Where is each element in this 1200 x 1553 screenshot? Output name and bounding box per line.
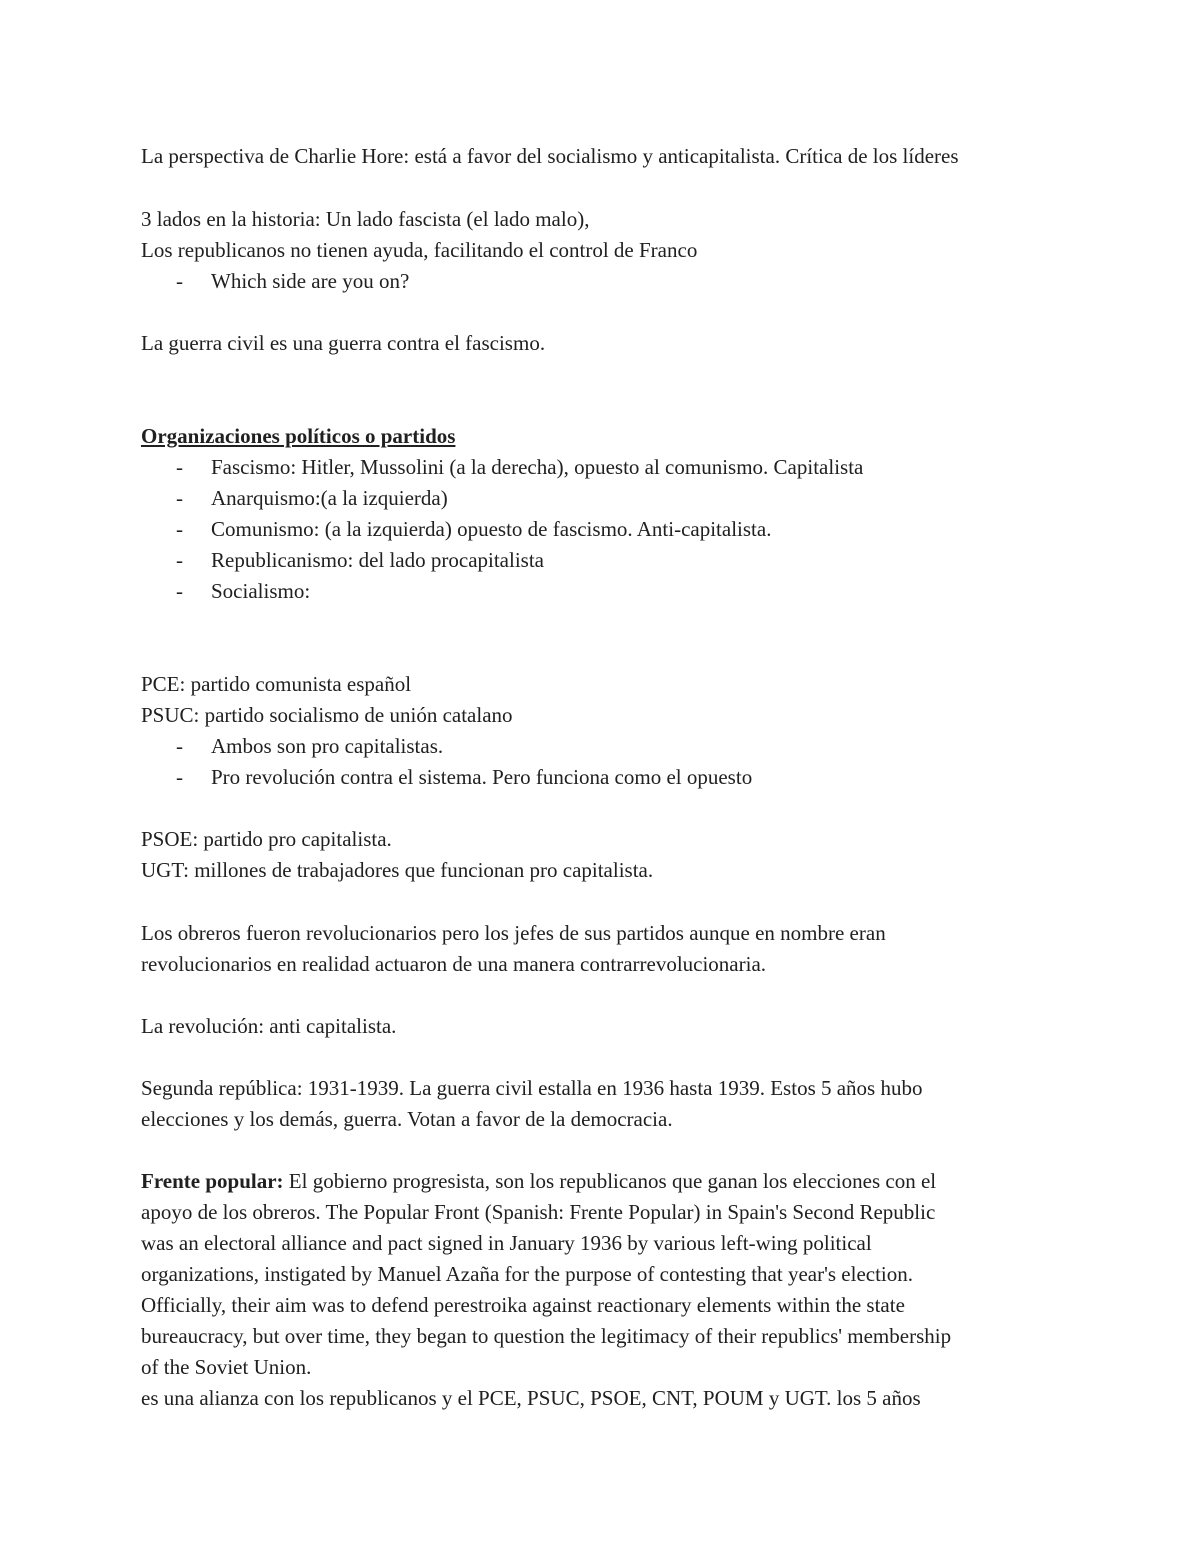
frente-line: Officially, their aim was to defend perestroika against reactionary elements within the state (141, 1293, 905, 1317)
list-item (176, 452, 863, 483)
bullet-dash: - (176, 517, 183, 541)
frente-line-1-text: El gobierno progresista, son los republicanos que ganan los elecciones con el (283, 1169, 937, 1193)
frente-line: was an electoral alliance and pact signed in January 1936 by various left-wing political (141, 1231, 872, 1255)
list-item-text: Socialismo: (211, 579, 311, 603)
bullet-dash: - (176, 548, 183, 572)
sides-line-1: 3 lados en la historia: Un lado fascista (el lado malo), (141, 207, 590, 231)
frente-line: apoyo de los obreros. The Popular Front (Spanish: Frente Popular) in Spain's Second Republic (141, 1200, 936, 1224)
list-item (176, 576, 310, 607)
segunda-line-2: elecciones y los demás, guerra. Votan a favor de la democracia. (141, 1107, 673, 1131)
bullet-dash: - (176, 269, 183, 293)
list-item (176, 514, 771, 545)
section-heading: Organizaciones políticos o partidos (141, 424, 456, 448)
list-item-text: Pro revolución contra el sistema. Pero funciona como el opuesto (211, 765, 753, 789)
list-item-text: Fascismo: Hitler, Mussolini (a la derecha), opuesto al comunismo. Capitalista (211, 455, 864, 479)
list-item-text: Anarquismo:(a la izquierda) (211, 486, 448, 510)
list-item (176, 545, 544, 576)
psuc-line: PSUC: partido socialismo de unión catalano (141, 703, 513, 727)
obreros-line-1: Los obreros fueron revolucionarios pero los jefes de sus partidos aunque en nombre eran (141, 921, 886, 945)
list-item-text: Republicanismo: del lado procapitalista (211, 548, 544, 572)
list-item (176, 266, 409, 297)
frente-line: es una alianza con los republicanos y el PCE, PSUC, PSOE, CNT, POUM y UGT. los 5 años (141, 1386, 921, 1410)
frente-line-1 (141, 1166, 936, 1197)
bullet-dash: - (176, 734, 183, 758)
list-item (176, 731, 443, 762)
list-item (176, 483, 448, 514)
list-item-text: Ambos son pro capitalistas. (211, 734, 444, 758)
bullet-dash: - (176, 455, 183, 479)
pce-line: PCE: partido comunista español (141, 672, 412, 696)
intro-paragraph: La perspectiva de Charlie Hore: está a favor del socialismo y anticapitalista. Crítica de los líderes (141, 144, 959, 168)
bullet-dash: - (176, 486, 183, 510)
frente-line: bureaucracy, but over time, they began to question the legitimacy of their republics' membership (141, 1324, 952, 1348)
segunda-line-1: Segunda república: 1931-1939. La guerra civil estalla en 1936 hasta 1939. Estos 5 años hubo (141, 1076, 923, 1100)
ugt-line: UGT: millones de trabajadores que funcionan pro capitalista. (141, 858, 654, 882)
list-item-text: Which side are you on? (211, 269, 410, 293)
bullet-dash: - (176, 579, 183, 603)
list-item (176, 762, 752, 793)
civil-war-paragraph: La guerra civil es una guerra contra el fascismo. (141, 331, 546, 355)
frente-label: Frente popular: (141, 1169, 284, 1193)
frente-line: organizations, instigated by Manuel Azaña for the purpose of contesting that year's election. (141, 1262, 914, 1286)
revolucion-line: La revolución: anti capitalista. (141, 1014, 397, 1038)
list-item-text: Comunismo: (a la izquierda) opuesto de fascismo. Anti-capitalista. (211, 517, 772, 541)
obreros-line-2: revolucionarios en realidad actuaron de una manera contrarrevolucionaria. (141, 952, 767, 976)
bullet-dash: - (176, 765, 183, 789)
psoe-line: PSOE: partido pro capitalista. (141, 827, 392, 851)
frente-line: of the Soviet Union. (141, 1355, 312, 1379)
sides-line-2: Los republicanos no tienen ayuda, facilitando el control de Franco (141, 238, 698, 262)
